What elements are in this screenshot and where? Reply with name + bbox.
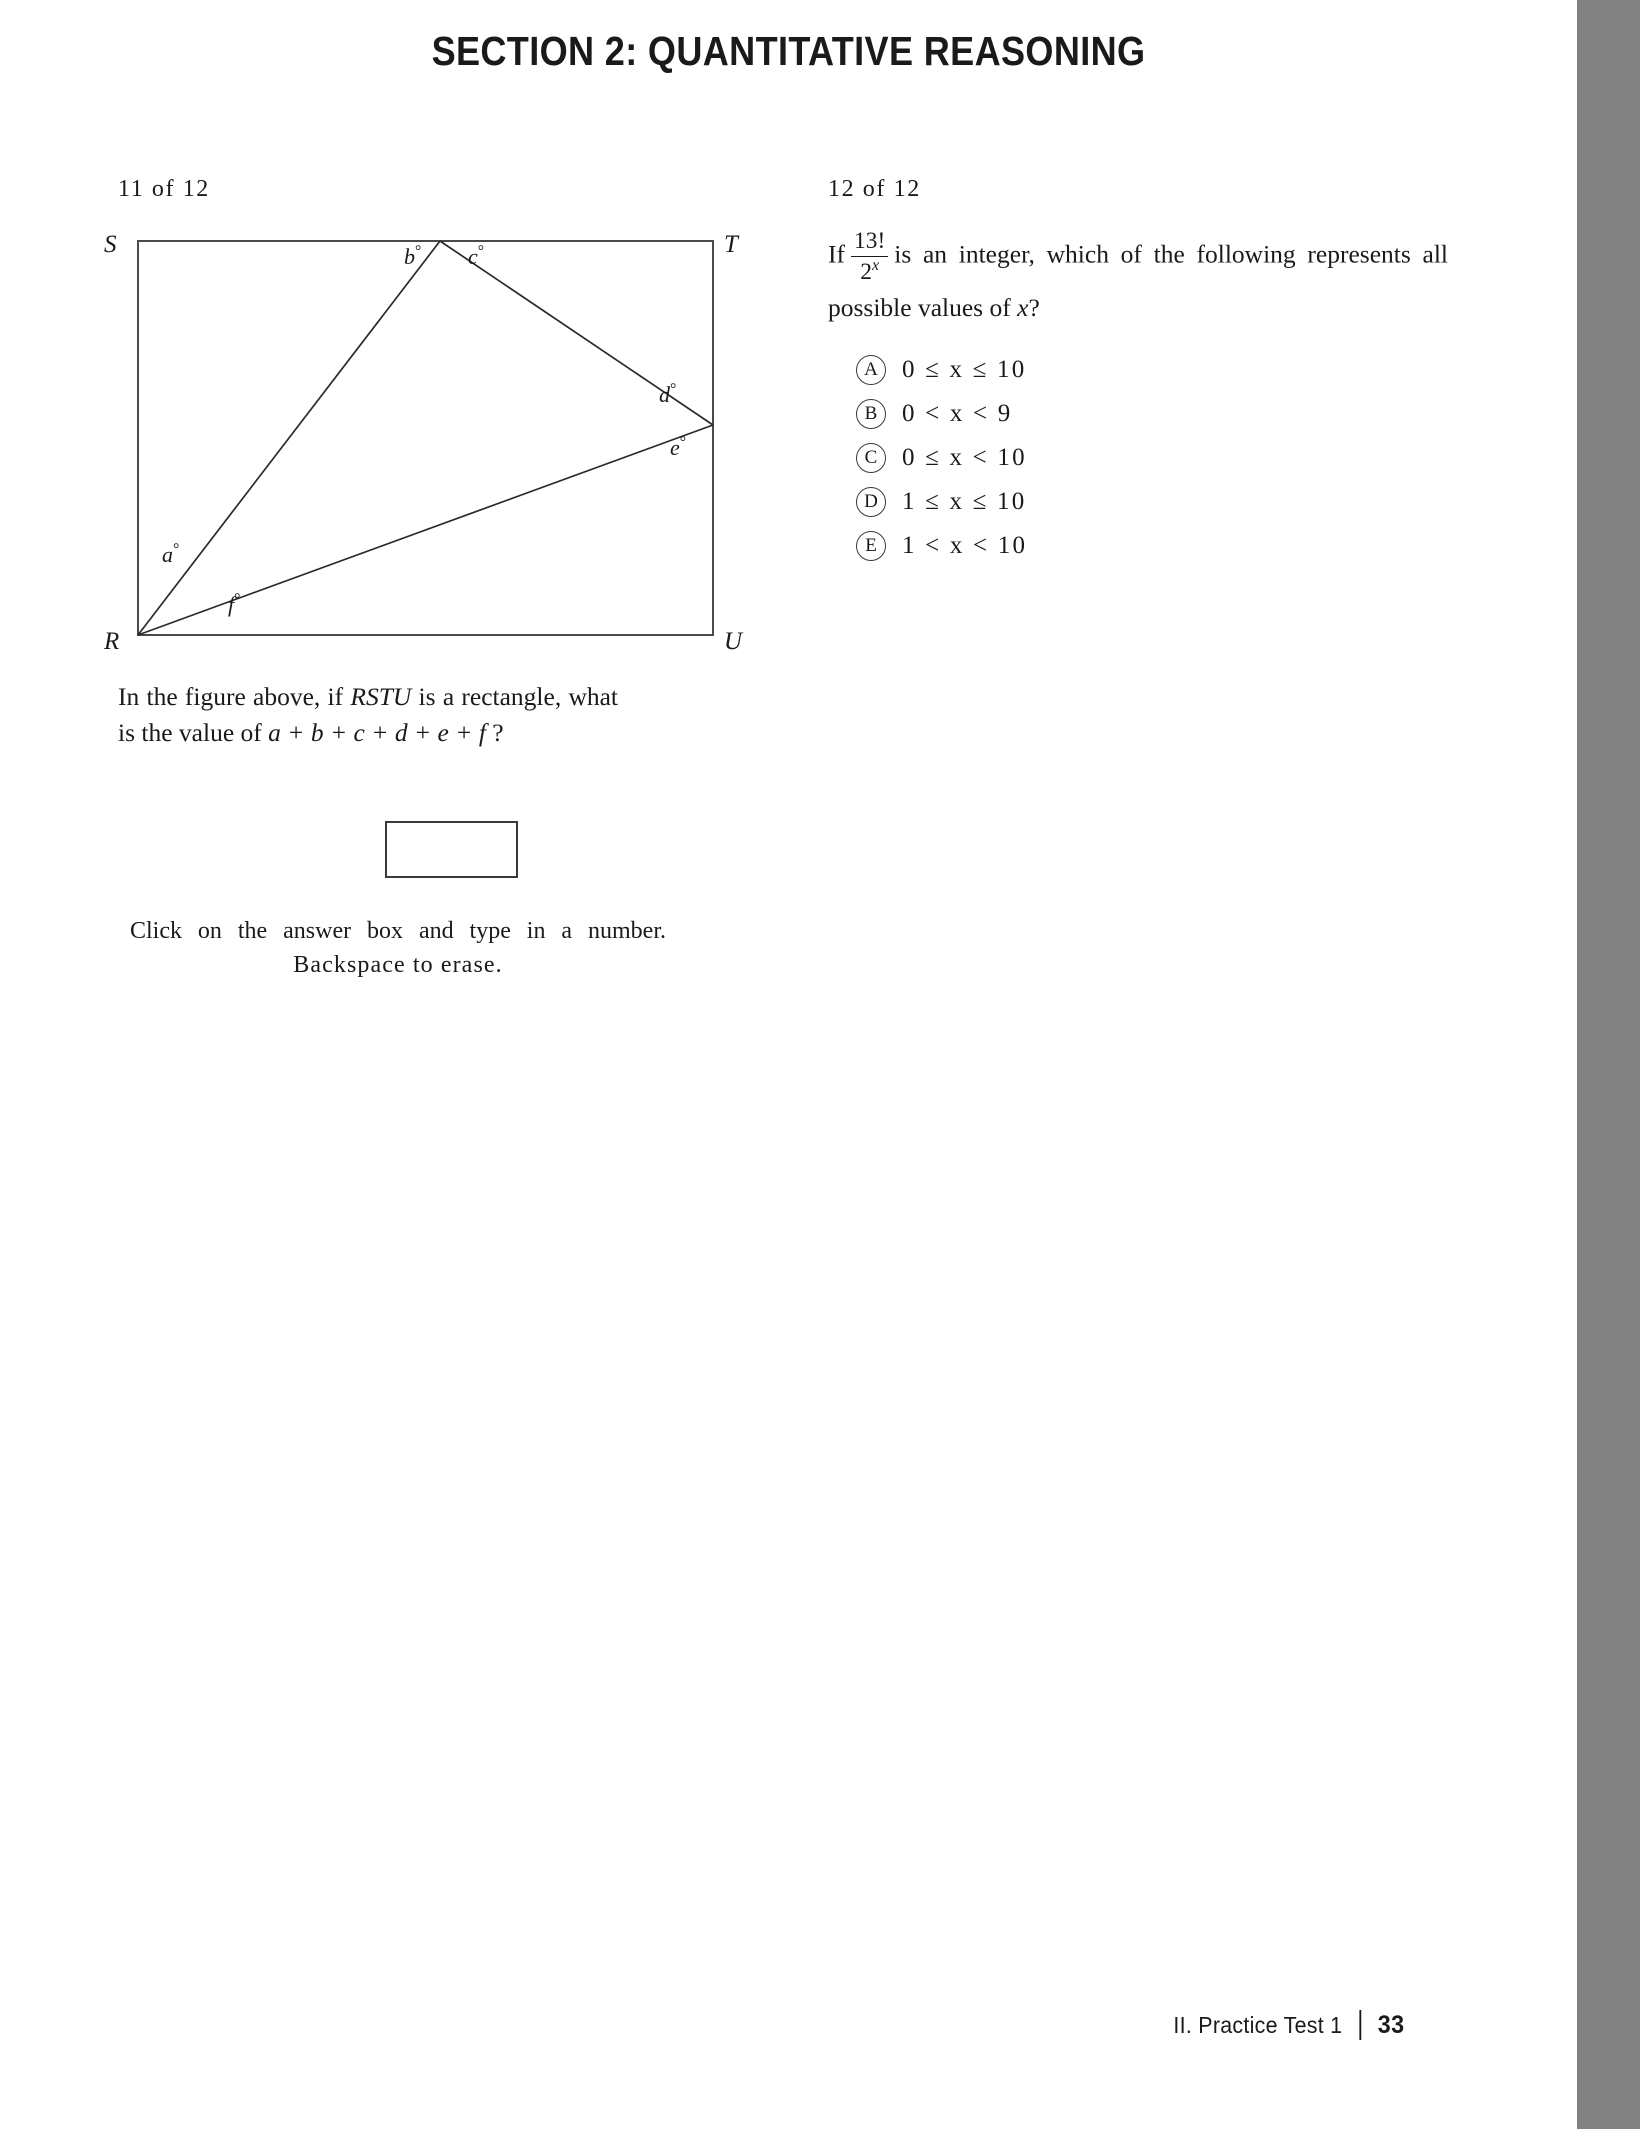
- fraction-numerator: 13!: [853, 228, 886, 254]
- question-11-column: [104, 176, 778, 979]
- choice-b-text: 0 < x < 9: [902, 399, 1013, 427]
- choice-c[interactable]: [856, 443, 1468, 473]
- segment-r-to-right-vertex: [138, 425, 713, 635]
- question-12-counter: 12 of 12: [828, 176, 921, 202]
- figure-angle-d-text: d: [659, 381, 670, 407]
- instruction-line-2: Backspace to erase.: [293, 952, 503, 979]
- choice-d-text: 1 ≤ x ≤ 10: [902, 487, 1027, 515]
- prompt-text-post: is a rectangle, what is the: [118, 682, 619, 748]
- right-edge-gray-bar: [1577, 0, 1640, 2129]
- figure-angle-label-a: [162, 541, 179, 568]
- stem-line2: all possible values of: [828, 239, 1449, 323]
- footer-separator: [1359, 2010, 1361, 2040]
- figure-angle-e-text: e: [670, 434, 680, 460]
- rectangle-rstu: [138, 241, 713, 635]
- question-11-counter: 11 of 12: [118, 176, 210, 202]
- figure-angle-label-d: [659, 381, 676, 408]
- choice-e[interactable]: [856, 531, 1468, 561]
- choice-c-letter: C: [856, 443, 886, 473]
- prompt-text-pre: In the figure above, if: [118, 682, 351, 711]
- answer-input-box[interactable]: [385, 821, 518, 878]
- choice-e-text: 1 < x < 10: [902, 531, 1028, 559]
- choice-a-text: 0 ≤ x ≤ 10: [902, 355, 1027, 383]
- figure-angle-b-text: b: [404, 243, 415, 269]
- fraction-13-factorial-over-2-to-the-x: [851, 229, 888, 284]
- choice-a[interactable]: [856, 355, 1468, 385]
- figure-angle-c-degree: °: [477, 243, 485, 260]
- answer-choices-list: [828, 355, 1468, 561]
- figure-vertex-label-s: S: [104, 231, 117, 258]
- figure-angle-label-e: [670, 434, 686, 461]
- prompt-rectangle-name: RSTU: [350, 682, 412, 711]
- stem-pre: If: [828, 239, 845, 269]
- figure-angle-f-text: f: [228, 591, 235, 617]
- figure-vertex-label-u: U: [724, 628, 743, 655]
- choice-d-letter: D: [856, 487, 886, 517]
- footer-chapter-label: II. Practice Test 1: [1172, 2011, 1342, 2038]
- question-11-prompt: [118, 679, 618, 751]
- instruction-line-1: Click on the answer box and type in a number.: [130, 918, 666, 944]
- page-title: SECTION 2: QUANTITATIVE REASONING: [431, 28, 1146, 74]
- figure-angle-label-f: [228, 591, 240, 618]
- choice-d[interactable]: [856, 487, 1468, 517]
- figure-angle-f-degree: °: [234, 591, 241, 608]
- prompt-expression: a + b + c + d + e + f: [268, 718, 486, 748]
- prompt-line2-post: ?: [485, 718, 504, 748]
- figure-vertex-label-t: T: [724, 231, 738, 258]
- stem-mid: is an integer, which of the following represents: [894, 239, 1411, 269]
- figure-angle-c-text: c: [468, 243, 478, 269]
- figure-angle-a-text: a: [162, 541, 173, 567]
- figure-angle-b-degree: °: [415, 243, 422, 260]
- choice-c-text: 0 ≤ x < 10: [902, 443, 1027, 471]
- choice-b-letter: B: [856, 399, 886, 429]
- figure-svg: [108, 229, 748, 649]
- question-12-column: [828, 176, 1468, 575]
- figure-angle-d-degree: °: [670, 381, 677, 398]
- choice-b[interactable]: [856, 399, 1468, 429]
- fraction-denominator: [851, 258, 888, 284]
- footer-page-number: 33: [1377, 2010, 1404, 2039]
- fraction-denominator-exponent: x: [871, 256, 880, 274]
- stem-end: ?: [1028, 293, 1040, 323]
- figure-angle-e-degree: °: [679, 434, 687, 451]
- question-12-stem: [828, 229, 1448, 333]
- figure-angle-label-b: [404, 243, 421, 270]
- choice-e-letter: E: [856, 531, 886, 561]
- fraction-bar: [851, 255, 888, 257]
- answer-instruction: [118, 914, 678, 982]
- fraction-denominator-base: 2: [860, 258, 872, 285]
- page-footer: [1173, 2010, 1404, 2040]
- geometry-figure: [104, 229, 748, 655]
- figure-angle-a-degree: °: [173, 541, 180, 558]
- choice-a-letter: A: [856, 355, 886, 385]
- prompt-line2-pre: value of: [178, 718, 269, 748]
- figure-angle-label-c: [468, 243, 484, 270]
- stem-variable: x: [1017, 293, 1029, 323]
- figure-vertex-label-r: R: [104, 628, 120, 655]
- segment-r-to-apex: [138, 241, 440, 635]
